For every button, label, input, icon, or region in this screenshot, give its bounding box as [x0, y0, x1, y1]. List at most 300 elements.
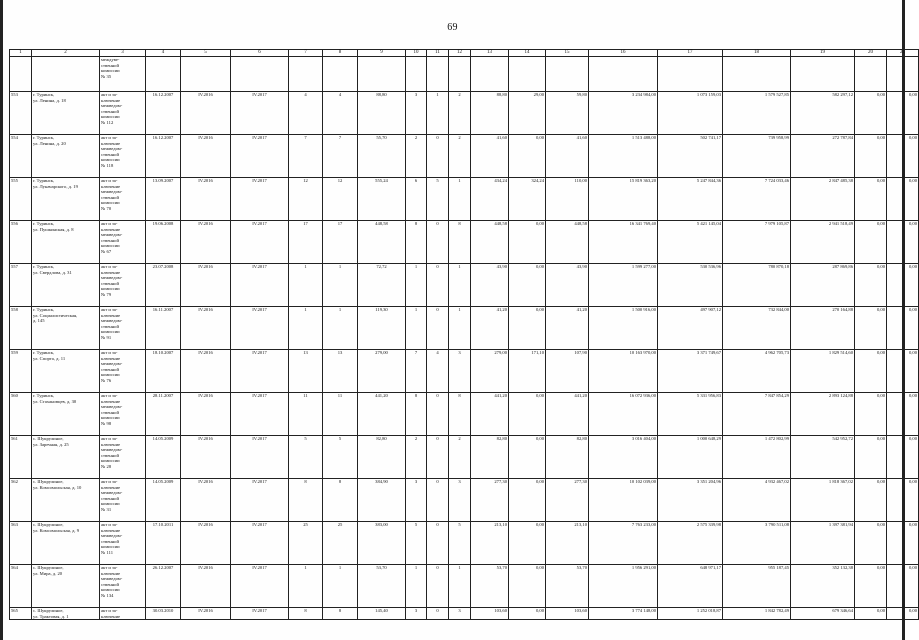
table-cell: 8	[406, 221, 427, 264]
table-cell: IV.2017	[231, 178, 289, 221]
table-cell: 1 500 916,00	[589, 307, 658, 350]
address-cell: г. Туринск, ул. Ленина, д. 18	[32, 92, 100, 135]
table-cell: 2 575 339,98	[658, 522, 723, 565]
row-number-cell: 565	[10, 608, 32, 620]
row-number-cell: 560	[10, 393, 32, 436]
table-cell: 0	[427, 565, 449, 608]
table-cell: 2 893 124,88	[791, 393, 855, 436]
table-cell: 3	[406, 608, 427, 620]
table-cell: 1	[289, 307, 323, 350]
table-cell: 1	[323, 565, 358, 608]
table-cell: 1 073 159,03	[658, 92, 723, 135]
table-cell: 0,00	[855, 436, 887, 479]
table-cell: 55,70	[358, 135, 406, 178]
table-cell: 0,00	[855, 393, 887, 436]
table-cell: 0,00	[855, 135, 887, 178]
table-cell: 0	[427, 135, 449, 178]
table-cell: IV.2016	[181, 479, 231, 522]
table-cell: 448,58	[471, 221, 509, 264]
table-cell: IV.2016	[181, 178, 231, 221]
table-cell: 0,00	[509, 522, 546, 565]
table-cell: 8	[323, 608, 358, 620]
column-number-18: 18	[723, 50, 791, 57]
table-cell: 3 774 148,00	[589, 608, 658, 620]
table-cell: 5	[449, 522, 471, 565]
table-cell: 0,00	[887, 522, 919, 565]
table-cell	[509, 57, 546, 92]
table-cell	[471, 57, 509, 92]
table-cell: 0	[427, 264, 449, 307]
table-cell: 0,00	[887, 178, 919, 221]
table-cell: 103,60	[471, 608, 509, 620]
table-cell: 555,24	[358, 178, 406, 221]
column-number-11: 11	[427, 50, 449, 57]
table-cell: IV.2017	[231, 135, 289, 178]
table-cell: 3	[406, 92, 427, 135]
table-cell: 29,00	[509, 92, 546, 135]
table-cell: 88,80	[471, 92, 509, 135]
table-cell	[589, 57, 658, 92]
table-cell	[32, 57, 100, 92]
table-cell: 18.10.2007	[146, 350, 181, 393]
table-cell: IV.2017	[231, 608, 289, 620]
table-cell: 0,00	[855, 307, 887, 350]
column-number-1: 1	[10, 50, 32, 57]
page-left-edge	[0, 0, 3, 640]
table-cell: 41,60	[471, 135, 509, 178]
document-cell: акт и за- ключение межведом- ственной комиссии № 91	[100, 307, 146, 350]
row-number-cell: 555	[10, 178, 32, 221]
column-number-10: 10	[406, 50, 427, 57]
table-cell: 30.03.2010	[146, 608, 181, 620]
document-cell: акт и за- ключение межведом- ственной комиссии № 31	[100, 479, 146, 522]
table-cell: 8	[449, 393, 471, 436]
table-cell	[181, 57, 231, 92]
table-cell: 0	[427, 608, 449, 620]
table-cell: 41,20	[471, 307, 509, 350]
table-cell: IV.2016	[181, 350, 231, 393]
document-cell: акт и за- ключение межведом- ственной комиссии № 112	[100, 92, 146, 135]
table-cell: 0,00	[887, 393, 919, 436]
table-cell: IV.2016	[181, 221, 231, 264]
table-cell	[723, 57, 791, 92]
table-cell: 7	[323, 135, 358, 178]
table-row	[10, 264, 919, 307]
table-cell: 53,70	[358, 565, 406, 608]
table-cell: 8	[289, 479, 323, 522]
table-cell: 3 234 984,00	[589, 92, 658, 135]
table-cell: 5	[406, 522, 427, 565]
table-cell: 1	[449, 264, 471, 307]
table-cell: 3	[449, 350, 471, 393]
table-cell: 14.05.2009	[146, 436, 181, 479]
table-cell: 434,24	[471, 178, 509, 221]
table-row	[10, 92, 919, 135]
table-cell	[658, 57, 723, 92]
table-cell: 0,00	[855, 221, 887, 264]
table-cell: 25	[289, 522, 323, 565]
table-cell: 0,00	[855, 178, 887, 221]
table-cell: 1 513 488,00	[589, 135, 658, 178]
table-cell: IV.2016	[181, 135, 231, 178]
table-cell: IV.2017	[231, 221, 289, 264]
table-row	[10, 178, 919, 221]
table-cell: 7 847 854,29	[723, 393, 791, 436]
table-cell: 7 763 233,00	[589, 522, 658, 565]
table-cell	[855, 57, 887, 92]
table-cell: 41,20	[546, 307, 589, 350]
address-cell: с. Шукрулиное, ул. Заречная, д. 25	[32, 436, 100, 479]
table-cell: 1	[323, 264, 358, 307]
table-cell: 3	[449, 608, 471, 620]
table-cell: 1 472 802,99	[723, 436, 791, 479]
table-row	[10, 436, 919, 479]
table-cell: 0,00	[855, 92, 887, 135]
table-cell: 213,10	[471, 522, 509, 565]
table-cell: 43,90	[471, 264, 509, 307]
table-cell: 0,00	[855, 522, 887, 565]
table-cell: 2 941 518,49	[791, 221, 855, 264]
table-cell: 324,24	[509, 178, 546, 221]
table-cell: 277,30	[471, 479, 509, 522]
table-cell: 107,90	[546, 350, 589, 393]
table-row	[10, 393, 919, 436]
table-cell: IV.2017	[231, 565, 289, 608]
column-number-20: 20	[855, 50, 887, 57]
table-cell: 441,20	[546, 393, 589, 436]
table-cell: 16.12.2007	[146, 135, 181, 178]
table-cell: 12	[289, 178, 323, 221]
table-cell: 59,80	[546, 92, 589, 135]
table-cell: 3 016 404,00	[589, 436, 658, 479]
table-cell: IV.2017	[231, 393, 289, 436]
table-cell: 441,20	[471, 393, 509, 436]
table-cell: 10 163 970,00	[589, 350, 658, 393]
table-cell: 6	[406, 178, 427, 221]
table-cell: 82,80	[546, 436, 589, 479]
table-cell	[146, 57, 181, 92]
row-number-cell: 559	[10, 350, 32, 393]
table-cell: 0,00	[887, 92, 919, 135]
table-cell: 0	[427, 221, 449, 264]
table-cell: 4 932 467,02	[723, 479, 791, 522]
table-cell: IV.2017	[231, 92, 289, 135]
column-number-15: 15	[546, 50, 589, 57]
table-cell: 3 351 204,96	[658, 479, 723, 522]
table-cell: 1	[449, 178, 471, 221]
table-cell: 8	[406, 393, 427, 436]
table-cell: 28.11.2007	[146, 393, 181, 436]
table-cell: 171,10	[509, 350, 546, 393]
table-cell: 16 341 769,40	[589, 221, 658, 264]
table-cell: 1 956 291,00	[589, 565, 658, 608]
table-cell: 5 247 844,36	[658, 178, 723, 221]
column-number-7: 7	[289, 50, 323, 57]
table-cell: 0,00	[887, 436, 919, 479]
address-cell: с. Шукрулиное, ул. Комсомольская, д. 9	[32, 522, 100, 565]
address-cell: г. Туринск, ул. Спорта, д. 11	[32, 350, 100, 393]
table-cell: 1 579 527,85	[723, 92, 791, 135]
table-cell: 11	[323, 393, 358, 436]
column-number-6: 6	[231, 50, 289, 57]
table-cell	[289, 57, 323, 92]
table-row	[10, 307, 919, 350]
table-cell: IV.2017	[231, 479, 289, 522]
table-cell	[427, 57, 449, 92]
table-cell: 0,00	[509, 221, 546, 264]
table-cell: 1	[289, 264, 323, 307]
column-number-19: 19	[791, 50, 855, 57]
table-cell: 1 397 381,94	[791, 522, 855, 565]
document-cell: акт и за- ключение межведом- ственной комиссии № 70	[100, 178, 146, 221]
table-cell: 0,00	[855, 608, 887, 620]
table-cell: 10 102 039,00	[589, 479, 658, 522]
table-row	[10, 135, 919, 178]
table-cell: 7 724 033,46	[723, 178, 791, 221]
column-number-5: 5	[181, 50, 231, 57]
table-cell: 13.09.2007	[146, 178, 181, 221]
address-cell: г. Туринск, ул. Пушкинская, д. 8	[32, 221, 100, 264]
column-number-17: 17	[658, 50, 723, 57]
table-cell: 5	[427, 178, 449, 221]
row-number-cell: 554	[10, 135, 32, 178]
address-cell: г. Туринск, ул. Стахановцев, д. 30	[32, 393, 100, 436]
table-cell: 384,90	[358, 479, 406, 522]
table-cell: 1 599 277,00	[589, 264, 658, 307]
table-cell: 43,90	[546, 264, 589, 307]
table-cell: 4	[323, 92, 358, 135]
table-cell: 1	[289, 565, 323, 608]
table-cell: 17	[289, 221, 323, 264]
table-cell	[791, 57, 855, 92]
column-number-3: 3	[100, 50, 146, 57]
table-cell: 26.12.2007	[146, 565, 181, 608]
table-cell: 0,00	[509, 135, 546, 178]
table-cell	[231, 57, 289, 92]
table-cell: 0,00	[509, 393, 546, 436]
table-cell: 0,00	[509, 479, 546, 522]
table-cell: IV.2016	[181, 436, 231, 479]
table-cell: 145,40	[358, 608, 406, 620]
table-cell: 0,00	[509, 264, 546, 307]
address-cell: с. Шукрулиное, ул. Трактовая, д. 1	[32, 608, 100, 620]
table-body	[10, 57, 919, 620]
table-cell: 270 164,88	[791, 307, 855, 350]
table-cell: 4	[427, 350, 449, 393]
table-cell: 12	[323, 178, 358, 221]
table-cell: IV.2016	[181, 393, 231, 436]
table-cell: 15 819 363,20	[589, 178, 658, 221]
table-cell: IV.2017	[231, 522, 289, 565]
table-cell: 739 958,99	[723, 135, 791, 178]
table-cell: IV.2016	[181, 565, 231, 608]
table-row	[10, 350, 919, 393]
column-number-9: 9	[358, 50, 406, 57]
table-cell: 0,00	[887, 565, 919, 608]
table-cell: 110,00	[546, 178, 589, 221]
table-cell: 2	[406, 135, 427, 178]
document-cell: акт и за- ключение межведом- ственной комиссии № 111	[100, 522, 146, 565]
table-cell: IV.2017	[231, 307, 289, 350]
column-number-14: 14	[509, 50, 546, 57]
table-cell: 1	[427, 92, 449, 135]
table-cell: 7 979 105,87	[723, 221, 791, 264]
document-cell: акт и за- ключение	[100, 608, 146, 620]
address-cell: г. Туринск, ул. Социалистическая, д. 145	[32, 307, 100, 350]
table-cell: 279,00	[471, 350, 509, 393]
page-number: 69	[447, 22, 458, 33]
table-cell: 542 952,72	[791, 436, 855, 479]
table-cell: 530 536,96	[658, 264, 723, 307]
continuation-text: междуве- ственной комиссии № 35	[100, 57, 146, 92]
table-cell: 8	[289, 608, 323, 620]
table-cell: 0,00	[855, 350, 887, 393]
table-cell: 0	[427, 436, 449, 479]
table-cell: 2	[449, 135, 471, 178]
table-cell: IV.2016	[181, 522, 231, 565]
table-cell: 13	[289, 350, 323, 393]
table-cell: 0	[427, 393, 449, 436]
table-cell: 4 962 705,73	[723, 350, 791, 393]
table-cell: 82,80	[358, 436, 406, 479]
table-cell: 0	[427, 522, 449, 565]
table-cell: 213,10	[546, 522, 589, 565]
table-cell: 53,70	[471, 565, 509, 608]
table-cell: 72,72	[358, 264, 406, 307]
table-cell: IV.2016	[181, 307, 231, 350]
table-cell: 0,00	[509, 307, 546, 350]
row-number-cell: 558	[10, 307, 32, 350]
table-row	[10, 522, 919, 565]
address-cell: с. Шукрулиное, ул. Мира, д. 20	[32, 565, 100, 608]
table-cell: 11	[289, 393, 323, 436]
column-number-8: 8	[323, 50, 358, 57]
document-cell: акт и за- ключение межведом- ственной комиссии № 67	[100, 221, 146, 264]
table-cell: 17	[323, 221, 358, 264]
table-cell: 780 870,18	[723, 264, 791, 307]
row-number-cell: 564	[10, 565, 32, 608]
table-cell: 7	[289, 135, 323, 178]
table-cell: 277,30	[546, 479, 589, 522]
table-cell: 82,80	[471, 436, 509, 479]
table-cell: 1 829 514,60	[791, 350, 855, 393]
address-cell: г. Туринск, ул. Свердлова, д. 31	[32, 264, 100, 307]
table-cell: 25	[323, 522, 358, 565]
table-cell: 352 132,38	[791, 565, 855, 608]
table-cell: IV.2016	[181, 264, 231, 307]
table-cell: 119,30	[358, 307, 406, 350]
table-cell: 16.12.2007	[146, 92, 181, 135]
table-cell: 3	[449, 479, 471, 522]
table-cell	[546, 57, 589, 92]
table-cell: 0,00	[887, 135, 919, 178]
table-cell: 1	[406, 565, 427, 608]
table-cell: 13	[323, 350, 358, 393]
table-cell: 0,00	[509, 436, 546, 479]
table-cell: 19.06.2008	[146, 221, 181, 264]
table-cell: 103,60	[546, 608, 589, 620]
table-cell: 3 371 749,67	[658, 350, 723, 393]
row-number-cell: 557	[10, 264, 32, 307]
table-cell: 0,00	[887, 221, 919, 264]
table-cell: 648 971,17	[658, 565, 723, 608]
table-cell: 14.05.2009	[146, 479, 181, 522]
table-cell: 0,00	[509, 565, 546, 608]
column-number-12: 12	[449, 50, 471, 57]
table-cell: 4	[289, 92, 323, 135]
table-cell: 5	[323, 436, 358, 479]
table-cell: 1	[449, 565, 471, 608]
table-cell: 1	[449, 307, 471, 350]
table-cell: 3 790 511,08	[723, 522, 791, 565]
address-cell: г. Туринск, ул. Луначарского, д. 19	[32, 178, 100, 221]
table-cell	[887, 57, 919, 92]
document-cell: акт и за- ключение межведом- ственной комиссии № 118	[100, 135, 146, 178]
table-cell: 0,00	[887, 264, 919, 307]
table-cell: 53,70	[546, 565, 589, 608]
table-cell: 88,80	[358, 92, 406, 135]
table-cell: 5 421 145,04	[658, 221, 723, 264]
row-number-cell: 562	[10, 479, 32, 522]
table-cell: 0,00	[509, 608, 546, 620]
table-cell: 0,00	[887, 479, 919, 522]
table-cell: 732 844,00	[723, 307, 791, 350]
table-cell: 287 869,86	[791, 264, 855, 307]
column-number-4: 4	[146, 50, 181, 57]
table-cell: 2	[406, 436, 427, 479]
table-cell	[323, 57, 358, 92]
table-cell: 448,58	[546, 221, 589, 264]
column-number-16: 16	[589, 50, 658, 57]
table-cell	[449, 57, 471, 92]
address-cell: г. Туринск, ул. Ленина, д. 20	[32, 135, 100, 178]
table-cell: 441,20	[358, 393, 406, 436]
table-cell: 0,00	[855, 479, 887, 522]
table-cell: 272 787,84	[791, 135, 855, 178]
table-cell: 8	[449, 221, 471, 264]
table-cell: 2	[449, 92, 471, 135]
table-row	[10, 221, 919, 264]
document-cell: акт и за- ключение межведом- ственной комиссии № 76	[100, 350, 146, 393]
table-cell: 41,60	[546, 135, 589, 178]
document-cell: акт и за- ключение межведом- ственной комиссии № 28	[100, 436, 146, 479]
table-cell: 1 818 367,02	[791, 479, 855, 522]
document-cell: акт и за- ключение межведом- ственной комиссии № 98	[100, 393, 146, 436]
column-number-2: 2	[32, 50, 100, 57]
table-cell: 1 842 782,49	[723, 608, 791, 620]
table-cell: 16.11.2007	[146, 307, 181, 350]
table-cell: 955 187,45	[723, 565, 791, 608]
table-cell: 2	[449, 436, 471, 479]
table-row	[10, 608, 919, 620]
address-cell: с. Шукрулиное, ул. Комсомольская, д. 10	[32, 479, 100, 522]
table-cell: 1	[406, 264, 427, 307]
table-cell: 0	[427, 479, 449, 522]
continuation-row	[10, 57, 919, 92]
table-cell: 3	[406, 479, 427, 522]
table-cell: 16 072 936,00	[589, 393, 658, 436]
table-cell: 679 346,64	[791, 608, 855, 620]
table-cell: 0,00	[887, 307, 919, 350]
table-cell: 8	[323, 479, 358, 522]
table-cell: 17.10.2011	[146, 522, 181, 565]
column-number-row	[10, 50, 919, 57]
table-cell: IV.2017	[231, 264, 289, 307]
table-cell: IV.2017	[231, 436, 289, 479]
table-cell: IV.2017	[231, 350, 289, 393]
table-cell: IV.2016	[181, 608, 231, 620]
table-cell	[358, 57, 406, 92]
